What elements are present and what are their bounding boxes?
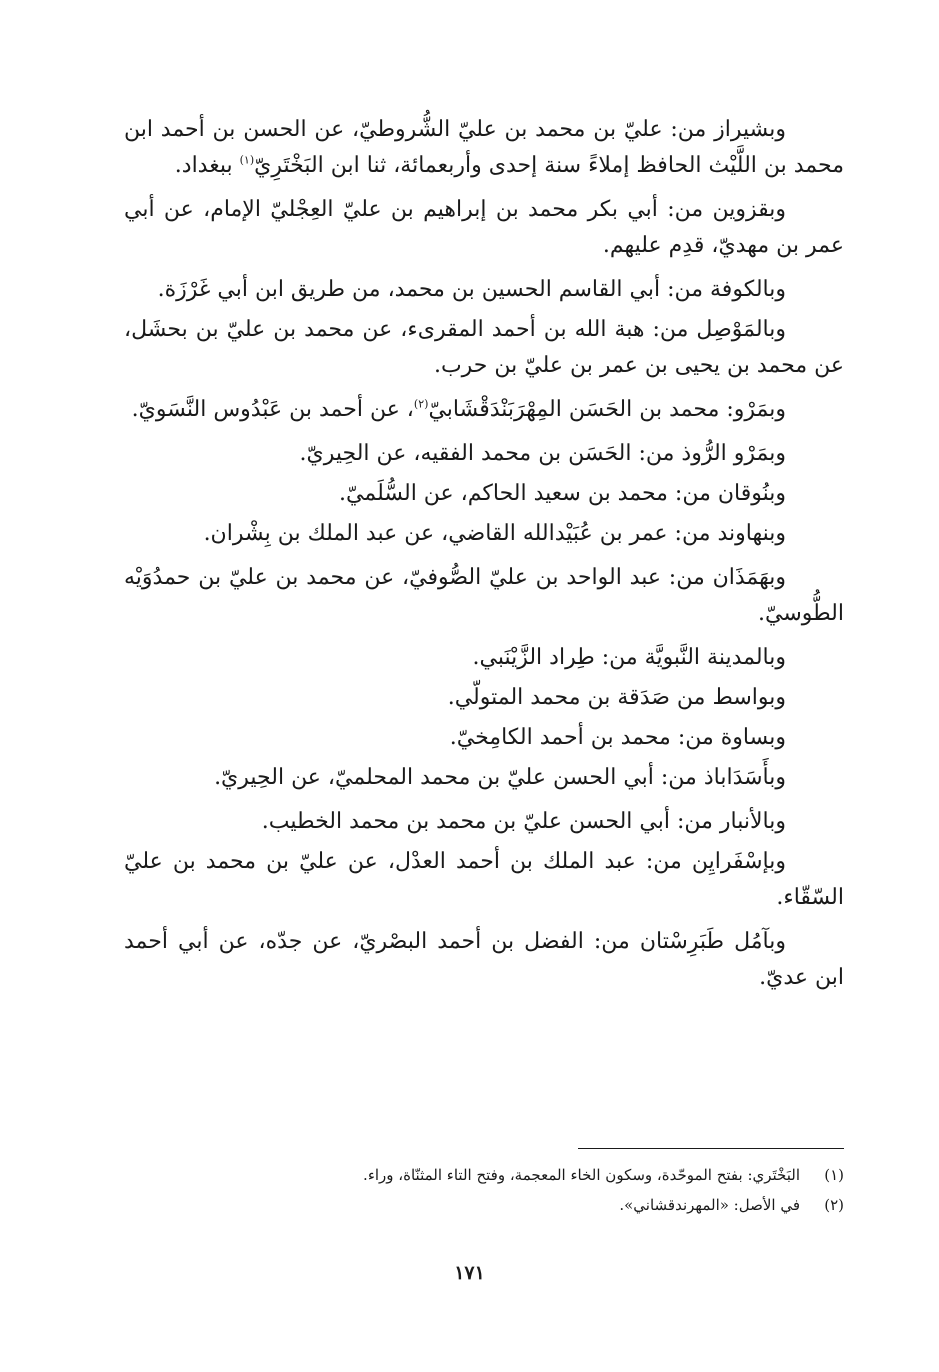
paragraph-nahawand: وبنهاوند من: عمر بن عُبَيْدالله القاضي، عن عبد الملك بن بِشْران. — [203, 521, 786, 546]
paragraph-hamadhan: وبهَمَذَان من: عبد الواحد بن عليّ الصُّوفيّ، عن محمد بن عليّ بن حمدُوَيْه الطُّوسيّ. — [124, 565, 844, 626]
paragraph-anbar: وبالأنبار من: أبي الحسن عليّ بن محمد بن محمد الخطيب. — [261, 809, 786, 834]
footnote-text: البَخْتَري: بفتح الموحّدة، وسكون الخاء المعجمة، وفتح التاء المثنّاة، وراء. — [363, 1166, 800, 1184]
paragraph-nuqan: وبنُوقان من: محمد بن سعيد الحاكم، عن السُّلَميّ. — [339, 481, 786, 506]
page-number: ١٧١ — [454, 1262, 485, 1284]
footnote-number: (١) — [824, 1166, 844, 1184]
footnote-1 — [124, 1160, 844, 1190]
paragraph-marw: وبمَرْو: محمد بن الحَسَن المِهْرَبَنْدَقْشَابيّ$^{(٢)}$، عن أحمد بن عَبْدُوس النَّسَويّ. — [131, 397, 786, 422]
paragraph-asadabadh: وبأَسَدَاباذ من: أبي الحسن عليّ بن محمد المحلميّ، عن الحِيريّ. — [214, 765, 786, 790]
paragraph-wasit: وبواسط من صَدَقة بن محمد المتولّي. — [447, 685, 786, 710]
paragraph-madina: وبالمدينة النَّبويَّة من: طِراد الزَّيْنَبي. — [472, 645, 786, 670]
paragraph-kufa: وبالكوفة من: أبي القاسم الحسين بن محمد، من طريق ابن أبي غَرْزَة. — [157, 277, 786, 302]
paragraph-marw-rudh: وبمَرْو الرُّوذ من: الحَسَن بن محمد الفقيه، عن الحِيريّ. — [299, 441, 786, 466]
main-text — [124, 112, 844, 1004]
paragraph-isfarayin: وبإسْفَرايِن من: عبد الملك بن أحمد العدْل، عن عليّ بن محمد بن عليّ السّقّاء. — [124, 849, 844, 910]
footnote-text: في الأصل: «المهرندقشاني». — [619, 1196, 800, 1214]
footnotes — [124, 1160, 844, 1220]
footnote-2 — [124, 1190, 844, 1220]
paragraph-qazwin: وبقزوين من: أبي بكر محمد بن إبراهيم بن عليّ العِجْليّ الإمام، عن أبي عمر بن مهديّ، قدِم عليهم. — [124, 197, 844, 258]
footnote-divider — [578, 1148, 844, 1149]
footnote-ref-2[interactable]: (٢) — [413, 397, 429, 411]
footnote-ref-1[interactable]: (١) — [239, 153, 255, 167]
paragraph-amul: وبآمُل طَبَرِسْتان من: الفضل بن أحمد البصْريّ، عن جدّه، عن أبي أحمد ابن عديّ. — [124, 929, 844, 990]
paragraph-shiraz: وبشيراز من: عليّ بن محمد بن عليّ الشُّروطيّ، عن الحسن بن أحمد ابن محمد بن اللَّيْث الحافظ إملاءً سنة إحدى وأربعمائة، ثنا ابن البَخْتَرِيّ$^{(١)}$ ببغداد. — [124, 117, 844, 178]
paragraph-mosul: وبالمَوْصِل من: هبة الله بن أحمد المقرىء، عن محمد بن عليّ بن بحشَل، عن محمد بن يحيى بن عمر بن عليّ بن حرب. — [124, 317, 844, 378]
paragraph-sawa: وبساوة من: محمد بن أحمد الكامِخيّ. — [449, 725, 786, 750]
footnote-number: (٢) — [824, 1196, 844, 1214]
